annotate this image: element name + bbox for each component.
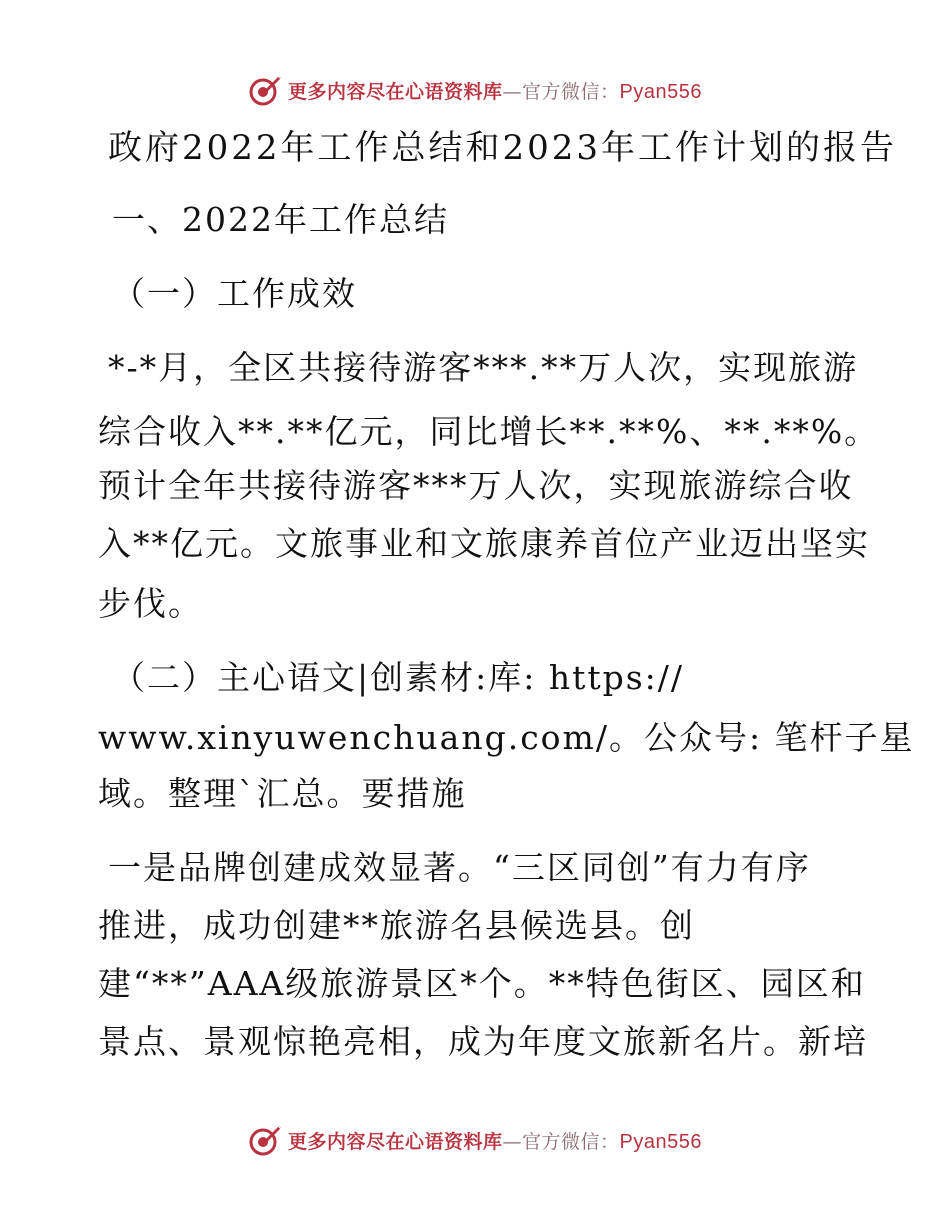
footer-banner [0,1120,950,1160]
paragraph-line: 预计全年共接待游客***万人次，实现旅游综合收 [98,466,854,505]
wechat-id: Pyan556 [619,1130,702,1153]
section-heading: 一、2022年工作总结 [112,200,449,239]
paragraph-line: *-*月，全区共接待游客***.**万人次，实现旅游 [108,348,859,387]
paragraph-line: 步伐。 [98,584,203,623]
paragraph-line: 域。整理`汇总。要措施 [98,774,467,813]
banner-text: 更多内容尽在心语资料库 [288,80,503,103]
document-title: 政府2022年工作总结和2023年工作计划的报告 [108,128,898,168]
wechat-id: Pyan556 [619,80,702,103]
paragraph-line: www.xinyuwenchuang.com/。公众号: 笔杆子星 [98,718,915,757]
paragraph-line: 入**亿元。文旅事业和文旅康养首位产业迈出坚实 [98,524,870,563]
paragraph-line: 一是品牌创建成效显著。“三区同创”有力有序 [108,848,811,887]
banner-separator: —官方微信： [502,1130,620,1153]
paragraph-line: 推进，成功创建**旅游名县候选县。创 [98,906,695,945]
paragraph-line: 建“**”AAA级旅游景区*个。**特色街区、园区和 [98,964,866,1003]
subsection-heading: （一）工作成效 [112,274,357,313]
banner-separator: —官方微信： [502,80,620,103]
logo-icon [248,1123,282,1157]
logo-icon [248,73,282,107]
header-banner [0,70,950,110]
paragraph-line: 综合收入**.**亿元，同比增长**.**%、**.**%。 [98,412,880,451]
banner-text: 更多内容尽在心语资料库 [288,1130,503,1153]
paragraph-line: 景点、景观惊艳亮相，成为年度文旅新名片。新培 [98,1022,868,1061]
subsection-heading: （二）主心语文|创素材:库: https:// [112,658,685,697]
